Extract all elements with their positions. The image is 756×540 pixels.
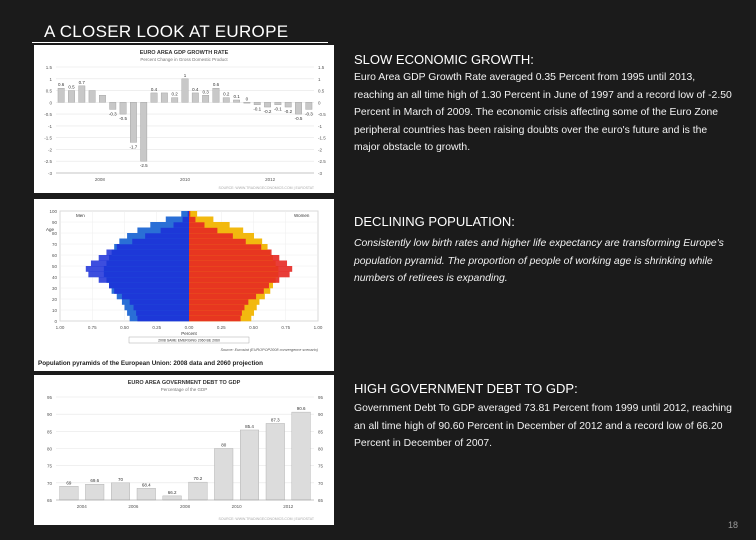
gdp-xtick: 2010	[179, 177, 191, 182]
gdp-xtick: 2008	[94, 177, 105, 182]
gdp-ytick-right: -2	[318, 147, 323, 153]
debt-bar-label: 87.3	[270, 417, 280, 423]
debt-ytick-left: 70	[46, 480, 52, 486]
gdp-bar	[79, 86, 85, 102]
pyramid-bar-women-2008	[189, 211, 190, 217]
gdp-bar-label: -1.7	[129, 144, 138, 150]
gdp-bar	[58, 88, 64, 102]
pyramid-ytick: 40	[51, 275, 57, 280]
pyramid-bar-women-2008	[189, 316, 241, 322]
section-body-growth: Euro Area GDP Growth Rate averaged 0.35 Percent from 1995 until 2013, reaching an all time high of 1.30 Percent in June of 1997 and a record low of -2.50 Percent in March of 2009. The economic crisis affecting some of the Euro Zone peripheral countries has been raising doubts over the euro's future and is the major obstacle to growth.	[354, 72, 732, 153]
debt-bar	[137, 488, 156, 500]
debt-ytick-right: 80	[318, 446, 324, 452]
pyramid-bar-women-2008	[189, 261, 287, 267]
debt-bar	[266, 423, 285, 500]
gdp-bar-label: 1	[183, 72, 187, 78]
debt-xtick: 2008	[179, 504, 191, 509]
debt-xtick: 2010	[231, 504, 242, 509]
debt-bar	[60, 486, 79, 500]
gdp-ytick-left: -1	[47, 123, 52, 129]
debt-bar-label: 66.2	[167, 489, 177, 495]
pyramid-bar-men-2008	[174, 222, 189, 228]
pyramid-women-label: Women	[294, 213, 310, 218]
gdp-ytick-right: 1.5	[318, 65, 325, 70]
pyramid-bar-women-2008	[189, 228, 217, 234]
pyramid-bar-men-2008	[137, 316, 189, 322]
gdp-bar	[213, 88, 219, 102]
pyramid-xtick: 0.75	[281, 325, 291, 330]
pyramid-bar-women-2008	[189, 294, 256, 300]
gdp-ytick-right: -0.5	[318, 112, 326, 118]
gdp-bar	[182, 79, 188, 103]
pyramid-bar-women-2008	[189, 272, 290, 278]
pyramid-bar-men-2008	[145, 233, 189, 239]
pyramid-ytick: 70	[51, 242, 57, 247]
gdp-bar	[254, 102, 260, 104]
debt-ytick-left: 80	[46, 446, 52, 452]
gdp-chart-panel	[34, 45, 334, 193]
pyramid-xtick: 0.25	[152, 325, 162, 330]
pyramid-xlabel: Percent	[181, 331, 197, 336]
pyramid-bar-men-2008	[136, 310, 189, 316]
debt-ytick-left: 75	[46, 463, 52, 469]
debt-bar-label: 85.4	[245, 423, 254, 429]
gdp-bar-label: 0.4	[192, 86, 199, 92]
debt-source: SOURCE: WWW.TRADINGECONOMICS.COM | EUROSTAT	[218, 517, 314, 521]
debt-xtick: 2012	[283, 504, 294, 509]
gdp-bar-label: -0.5	[119, 116, 127, 122]
pyramid-bar-men-2008	[91, 261, 189, 267]
debt-bar	[85, 484, 104, 500]
gdp-bar-label: 0.2	[171, 91, 178, 97]
gdp-source: SOURCE: WWW.TRADINGECONOMICS.COM | EUROSTAT	[218, 186, 314, 190]
gdp-bar	[233, 100, 239, 102]
pyramid-xtick: 1.00	[313, 325, 323, 330]
debt-ytick-right: 85	[318, 429, 324, 435]
gdp-bar-label: 0.6	[58, 82, 65, 88]
debt-bar-label: 70.2	[193, 476, 203, 482]
debt-bar	[189, 482, 208, 500]
pyramid-ytick: 30	[51, 286, 57, 291]
section-heading-population: DECLINING POPULATION:	[354, 214, 515, 229]
gdp-bar	[161, 93, 167, 102]
gdp-bar	[202, 95, 208, 102]
pyramid-ytick: 90	[51, 220, 57, 225]
pyramid-ytick: 100	[49, 209, 57, 214]
section-body-debt: Government Debt To GDP averaged 73.81 Percent from 1999 until 2012, reaching an all time high of 90.60 Percent in December of 2012 and a record low of 66.20 Percent in December of 2007.	[354, 403, 732, 449]
pyramid-xtick: 1.00	[55, 325, 65, 330]
gdp-ytick-left: -2	[47, 147, 52, 153]
gdp-bar	[141, 102, 147, 161]
gdp-bar	[275, 102, 281, 104]
gdp-bar	[130, 102, 136, 142]
gdp-bar-label: -0.1	[273, 106, 282, 112]
gdp-growth-chart	[34, 45, 334, 193]
gdp-bar-label: 0.5	[68, 84, 75, 90]
gdp-bar-label: -0.1	[253, 106, 262, 112]
gdp-bar-label: -0.5	[294, 116, 303, 122]
pyramid-bar-men-2008	[161, 228, 189, 234]
debt-ytick-right: 75	[318, 463, 324, 469]
debt-chart-title: EURO AREA GOVERNMENT DEBT TO GDP	[127, 380, 241, 386]
pyramid-bar-women-2008	[189, 283, 269, 289]
pyramid-legend: 2008 SAME EMERGING 2060 BE 2060	[158, 338, 220, 343]
title-underline	[32, 42, 328, 43]
gdp-bar-label: 0	[245, 96, 249, 102]
pyramid-bar-men-2008	[86, 266, 189, 272]
pyramid-ytick: 10	[51, 308, 57, 313]
pyramid-age-label: Age	[46, 227, 55, 232]
pyramid-source: Source: Eurostat (EUROPOP2008 convergence scenario)	[220, 348, 318, 352]
debt-bar	[292, 412, 311, 500]
debt-bar-label: 70	[117, 476, 124, 482]
pyramid-bar-men-2008	[109, 283, 189, 289]
gdp-ytick-left: 1	[49, 76, 52, 82]
debt-bar-label: 68.4	[141, 482, 151, 488]
debt-bar	[111, 483, 130, 500]
debt-bar	[163, 496, 182, 500]
gdp-ytick-right: 0.5	[318, 88, 325, 94]
section-heading-growth: SLOW ECONOMIC GROWTH:	[354, 52, 534, 67]
gdp-bar-label: 0.6	[212, 82, 220, 88]
gdp-bar	[171, 98, 177, 103]
gdp-bar	[151, 93, 157, 102]
gdp-bar-label: 0.3	[202, 89, 209, 95]
gdp-ytick-left: 0	[49, 100, 52, 106]
debt-ytick-left: 65	[46, 498, 52, 503]
pyramid-bar-women-2008	[189, 266, 292, 272]
gdp-xtick: 2012	[265, 177, 276, 182]
gdp-ytick-left: -2.5	[44, 159, 52, 165]
gdp-bar	[264, 102, 270, 107]
debt-bar-label: 69	[66, 480, 72, 486]
gdp-bar-label: -0.2	[284, 109, 293, 115]
pyramid-bar-women-2008	[189, 277, 279, 283]
page-title: A CLOSER LOOK AT EUROPE	[44, 22, 289, 41]
pyramid-bar-women-2008	[189, 217, 195, 223]
pyramid-bar-men-2008	[134, 305, 189, 311]
pyramid-xtick: 0.50	[249, 325, 258, 330]
pyramid-xtick: 0.25	[216, 325, 226, 330]
debt-bar-label: 80	[221, 442, 227, 448]
pyramid-bar-women-2008	[189, 222, 204, 228]
population-pyramid-chart	[34, 199, 334, 371]
gdp-ytick-left: 0.5	[45, 88, 52, 94]
pyramid-bar-women-2008	[189, 239, 246, 245]
pyramid-bar-men-2008	[99, 277, 189, 283]
gdp-ytick-right: -2.5	[318, 159, 326, 165]
pyramid-bar-women-2008	[189, 244, 261, 250]
gdp-bar	[223, 98, 229, 103]
gdp-bar-label: 0.7	[78, 79, 85, 85]
debt-chart-panel	[34, 375, 334, 525]
gdp-ytick-left: -3	[47, 171, 52, 176]
debt-ytick-right: 90	[318, 412, 324, 418]
pyramid-ytick: 80	[51, 231, 57, 236]
gdp-bar	[120, 102, 126, 114]
gdp-ytick-left: 1.5	[45, 65, 52, 70]
debt-xtick: 2004	[76, 504, 87, 509]
debt-xtick: 2006	[128, 504, 139, 509]
pyramid-caption: Population pyramids of the European Union: 2008 data and 2060 projection	[38, 360, 263, 367]
pyramid-ytick: 0	[54, 319, 57, 324]
pyramid-ytick: 50	[51, 264, 57, 269]
pyramid-bar-men-2008	[122, 294, 189, 300]
gdp-bar-label: -2.5	[139, 163, 148, 169]
section-body-population: Consistently low birth rates and higher life expectancy are transforming Europe's population pyramid. The proportion of people of working age is shrinking while numbers of retirees is expanding.	[354, 238, 724, 284]
pyramid-bar-women-2008	[189, 299, 248, 305]
pyramid-bar-men-2008	[114, 288, 189, 294]
pyramid-bar-women-2008	[189, 255, 279, 261]
pyramid-bar-women-2008	[189, 310, 242, 316]
pyramid-xtick: 0.50	[120, 325, 129, 330]
pyramid-bar-men-2008	[183, 217, 189, 223]
pyramid-ytick: 60	[51, 253, 57, 258]
pyramid-bar-men-2008	[188, 211, 189, 217]
gdp-ytick-right: -1.5	[318, 135, 326, 141]
pyramid-bar-women-2008	[189, 250, 272, 256]
debt-bar	[214, 449, 233, 501]
debt-to-gdp-chart	[34, 375, 334, 525]
pyramid-bar-women-2008	[189, 305, 244, 311]
gdp-bar	[192, 93, 198, 102]
page-number: 18	[727, 520, 738, 530]
gdp-bar	[68, 91, 74, 103]
debt-ytick-left: 90	[46, 412, 52, 418]
debt-bar-label: 69.6	[90, 478, 100, 484]
pyramid-bar-men-2008	[117, 244, 189, 250]
gdp-bar-label: 0.2	[223, 91, 230, 97]
debt-chart-subtitle: Percentage of the GDP	[160, 387, 208, 392]
gdp-ytick-right: -3	[318, 171, 323, 176]
gdp-bar-label: 0.1	[233, 93, 240, 99]
gdp-bar-label: -0.3	[108, 111, 117, 117]
pyramid-bar-men-2008	[130, 299, 189, 305]
gdp-ytick-left: -1.5	[44, 135, 52, 141]
gdp-ytick-right: -1	[318, 123, 323, 129]
gdp-ytick-right: 0	[318, 100, 321, 106]
pyramid-men-label: Men	[76, 213, 85, 218]
debt-ytick-right: 95	[318, 395, 324, 400]
debt-ytick-left: 95	[46, 395, 52, 400]
gdp-bar-label: 0.4	[150, 86, 158, 92]
gdp-chart-subtitle: Percent Change in Gross Domestic Product	[140, 57, 228, 62]
gdp-bar	[244, 102, 250, 103]
gdp-bar-label: -0.2	[263, 109, 272, 115]
gdp-bar	[110, 102, 116, 109]
pyramid-bar-men-2008	[106, 250, 189, 256]
gdp-ytick-left: -0.5	[44, 112, 52, 118]
pyramid-xtick: 0.00	[184, 325, 194, 330]
gdp-bar-label: -0.3	[304, 111, 313, 117]
gdp-bar	[99, 95, 105, 102]
gdp-bar	[89, 91, 95, 103]
pyramid-bar-men-2008	[132, 239, 189, 245]
gdp-ytick-right: 1	[318, 76, 321, 82]
pyramid-ytick: 20	[51, 297, 57, 302]
debt-ytick-right: 65	[318, 498, 324, 503]
debt-bar-label: 90.6	[296, 406, 306, 412]
gdp-bar	[295, 102, 301, 114]
pyramid-bar-men-2008	[88, 272, 189, 278]
gdp-bar	[285, 102, 291, 107]
gdp-bar	[306, 102, 312, 109]
section-heading-debt: HIGH GOVERNMENT DEBT TO GDP:	[354, 381, 578, 396]
gdp-chart-title: EURO AREA GDP GROWTH RATE	[139, 50, 229, 56]
debt-ytick-right: 70	[318, 480, 324, 486]
debt-ytick-left: 85	[46, 429, 52, 435]
pyramid-bar-women-2008	[189, 233, 233, 239]
pyramid-bar-women-2008	[189, 288, 264, 294]
pyramid-bar-men-2008	[99, 255, 189, 261]
pyramid-xtick: 0.75	[87, 325, 97, 330]
debt-bar	[240, 430, 259, 500]
population-chart-panel	[34, 199, 334, 371]
